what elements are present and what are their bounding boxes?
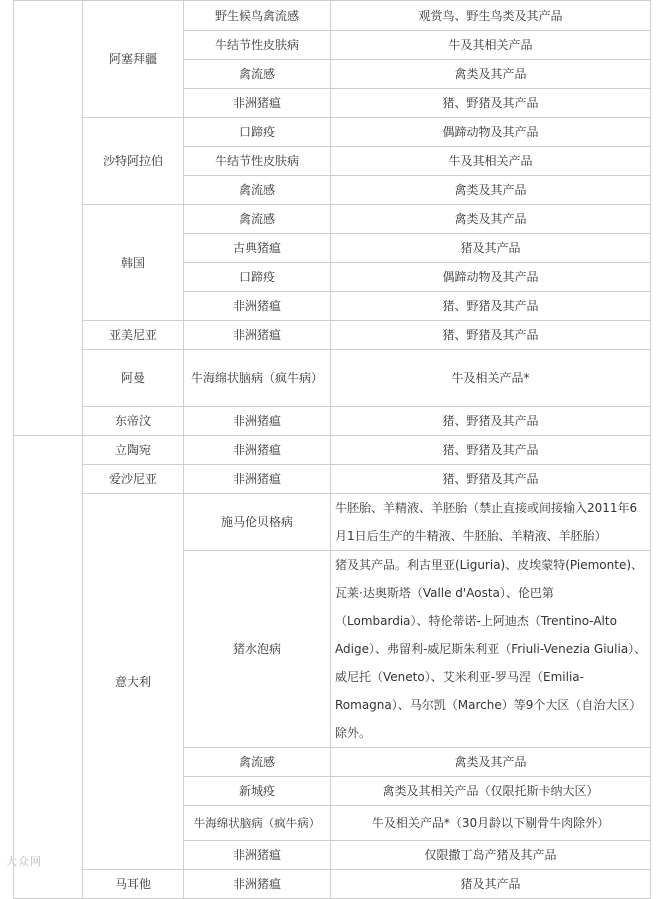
country-cell: 东帝汶: [83, 407, 184, 436]
watermark: 大众网: [6, 855, 42, 868]
table-row: [14, 118, 651, 147]
products-cell: 禽类及其产品: [331, 60, 651, 89]
table-row: [14, 321, 651, 350]
disease-cell: 禽流感: [184, 60, 331, 89]
country-cell: 沙特阿拉伯: [83, 118, 184, 205]
products-cell: 禽类及其产品: [331, 176, 651, 205]
table-row: [14, 1, 651, 31]
products-cell: 偶蹄动物及其产品: [331, 263, 651, 292]
products-cell: 观赏鸟、野生鸟类及其产品: [331, 1, 651, 31]
country-cell: 爱沙尼亚: [83, 465, 184, 494]
country-cell: 阿曼: [83, 350, 184, 407]
disease-cell: 古典猪瘟: [184, 234, 331, 263]
disease-cell: 非洲猪瘟: [184, 436, 331, 465]
products-cell: 禽类及其产品: [331, 748, 651, 777]
disease-cell: 牛海绵状脑病（疯牛病）: [184, 350, 331, 407]
disease-cell: 牛海绵状脑病（疯牛病）: [184, 806, 331, 841]
table-row: [14, 494, 651, 551]
products-cell: 猪、野猪及其产品: [331, 436, 651, 465]
disease-cell: 非洲猪瘟: [184, 89, 331, 118]
disease-cell: 禽流感: [184, 176, 331, 205]
disease-cell: 口蹄疫: [184, 263, 331, 292]
country-cell: 立陶宛: [83, 436, 184, 465]
disease-cell: 禽流感: [184, 748, 331, 777]
products-cell: 牛及相关产品*（30月龄以下剔骨牛肉除外）: [331, 806, 651, 841]
table-row: [14, 205, 651, 234]
disease-cell: 牛结节性皮肤病: [184, 147, 331, 176]
products-cell: 猪及其产品。利古里亚(Liguria)、皮埃蒙特(Piemonte)、瓦莱·达奥斯塔（Valle d'Aosta）、伦巴第（Lombardia）、特伦蒂诺-上阿迪杰（Trentino-Alto Adige）、弗留利-威尼斯朱利亚（Friuli-Venezia Giulia）、威尼托（Veneto）、艾米利亚-罗马涅（Emilia-Romagna）、马尔凯（Marche）等9个大区（自治大区）除外。: [331, 551, 651, 748]
country-cell: 韩国: [83, 205, 184, 321]
products-cell: 牛及其相关产品: [331, 147, 651, 176]
products-cell: 猪、野猪及其产品: [331, 321, 651, 350]
table-row: [14, 436, 651, 465]
products-cell: 猪及其产品: [331, 870, 651, 899]
disease-cell: 新城疫: [184, 777, 331, 806]
disease-cell: 非洲猪瘟: [184, 870, 331, 899]
products-cell: 猪、野猪及其产品: [331, 407, 651, 436]
products-cell: 猪、野猪及其产品: [331, 89, 651, 118]
disease-cell: 非洲猪瘟: [184, 465, 331, 494]
country-cell: 马耳他: [83, 870, 184, 899]
products-cell: 猪及其产品: [331, 234, 651, 263]
products-cell: 猪、野猪及其产品: [331, 292, 651, 321]
products-cell: 禽类及其产品: [331, 205, 651, 234]
disease-cell: 非洲猪瘟: [184, 841, 331, 870]
disease-cell: 牛结节性皮肤病: [184, 31, 331, 60]
region-cell-europe: [14, 436, 83, 899]
disease-cell: 非洲猪瘟: [184, 292, 331, 321]
disease-cell: 非洲猪瘟: [184, 407, 331, 436]
products-cell: 猪、野猪及其产品: [331, 465, 651, 494]
epidemic-table: [13, 0, 651, 899]
products-cell: 牛及其相关产品: [331, 31, 651, 60]
table-row: [14, 350, 651, 407]
products-cell: 牛及相关产品*: [331, 350, 651, 407]
country-cell: 亚美尼亚: [83, 321, 184, 350]
products-cell: 牛胚胎、羊精液、羊胚胎（禁止直接或间接输入2011年6月1日后生产的牛精液、牛胚胎、羊精液、羊胚胎）: [331, 494, 651, 551]
disease-cell: 施马伦贝格病: [184, 494, 331, 551]
country-cell: 意大利: [83, 494, 184, 870]
products-cell: 仅限撒丁岛产猪及其产品: [331, 841, 651, 870]
country-cell: 阿塞拜疆: [83, 1, 184, 118]
products-cell: 禽类及其相关产品（仅限托斯卡纳大区）: [331, 777, 651, 806]
disease-cell: 野生候鸟禽流感: [184, 1, 331, 31]
table-row: [14, 870, 651, 899]
table-row: [14, 465, 651, 494]
region-cell-asia: [14, 1, 83, 436]
disease-cell: 禽流感: [184, 205, 331, 234]
disease-cell: 非洲猪瘟: [184, 321, 331, 350]
disease-cell: 猪水泡病: [184, 551, 331, 748]
disease-cell: 口蹄疫: [184, 118, 331, 147]
table-row: [14, 407, 651, 436]
products-cell: 偶蹄动物及其产品: [331, 118, 651, 147]
